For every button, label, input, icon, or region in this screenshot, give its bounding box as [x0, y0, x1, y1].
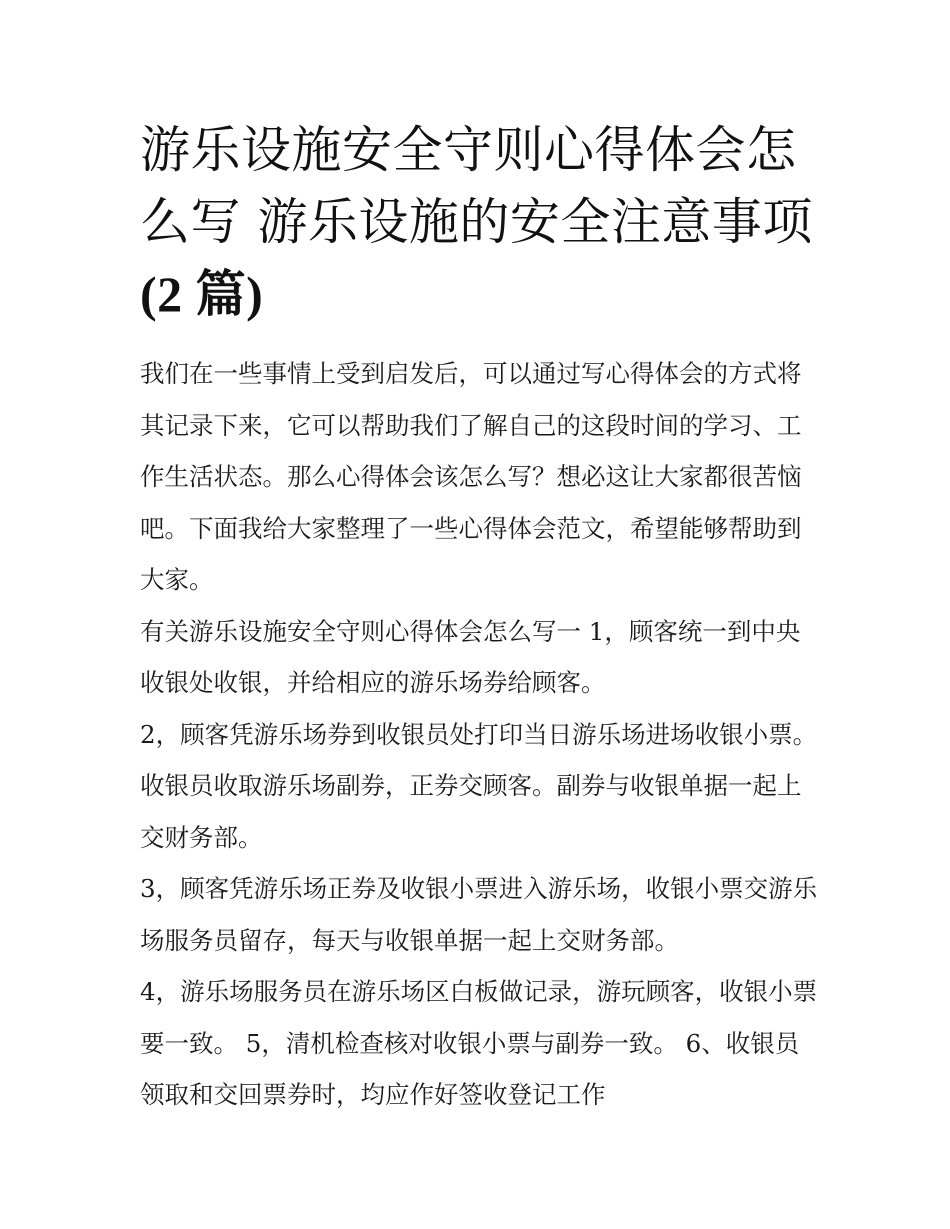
- step-4-paragraph: 4，游乐场服务员在游乐场区白板做记录，游玩顾客，收银小票要一致。 5，清机检查核对收银小票与副券一致。 6、收银员领取和交回票券时，均应作好签收登记工作: [140, 977, 818, 1109]
- document-title: [140, 114, 820, 330]
- step-2-paragraph: 2，顾客凭游乐场券到收银员处打印当日游乐场进场收银小票。收银员收取游乐场副券，正券交顾客。副券与收银单据一起上交财务部。: [140, 719, 818, 852]
- title-suffix: (2 篇): [140, 266, 264, 322]
- title-main: 游乐设施安全守则心得体会怎么写 游乐设施的安全注意事项: [140, 121, 813, 251]
- document-body: [140, 348, 820, 1121]
- step-3-paragraph: 3，顾客凭游乐场正券及收银小票进入游乐场，收银小票交游乐场服务员留存，每天与收银单据一起上交财务部。: [140, 874, 818, 955]
- intro-paragraph: 我们在一些事情上受到启发后，可以通过写心得体会的方式将其记录下来，它可以帮助我们了解自己的这段时间的学习、工作生活状态。那么心得体会该怎么写？想必这让大家都很苦恼吧。下面我给大家整理了一些心得体会范文，希望能够帮助到大家。: [140, 359, 802, 594]
- step-1-paragraph: 有关游乐设施安全守则心得体会怎么写一 1，顾客统一到中央收银处收银，并给相应的游乐场券给顾客。: [140, 616, 801, 697]
- document-page: [140, 114, 820, 1121]
